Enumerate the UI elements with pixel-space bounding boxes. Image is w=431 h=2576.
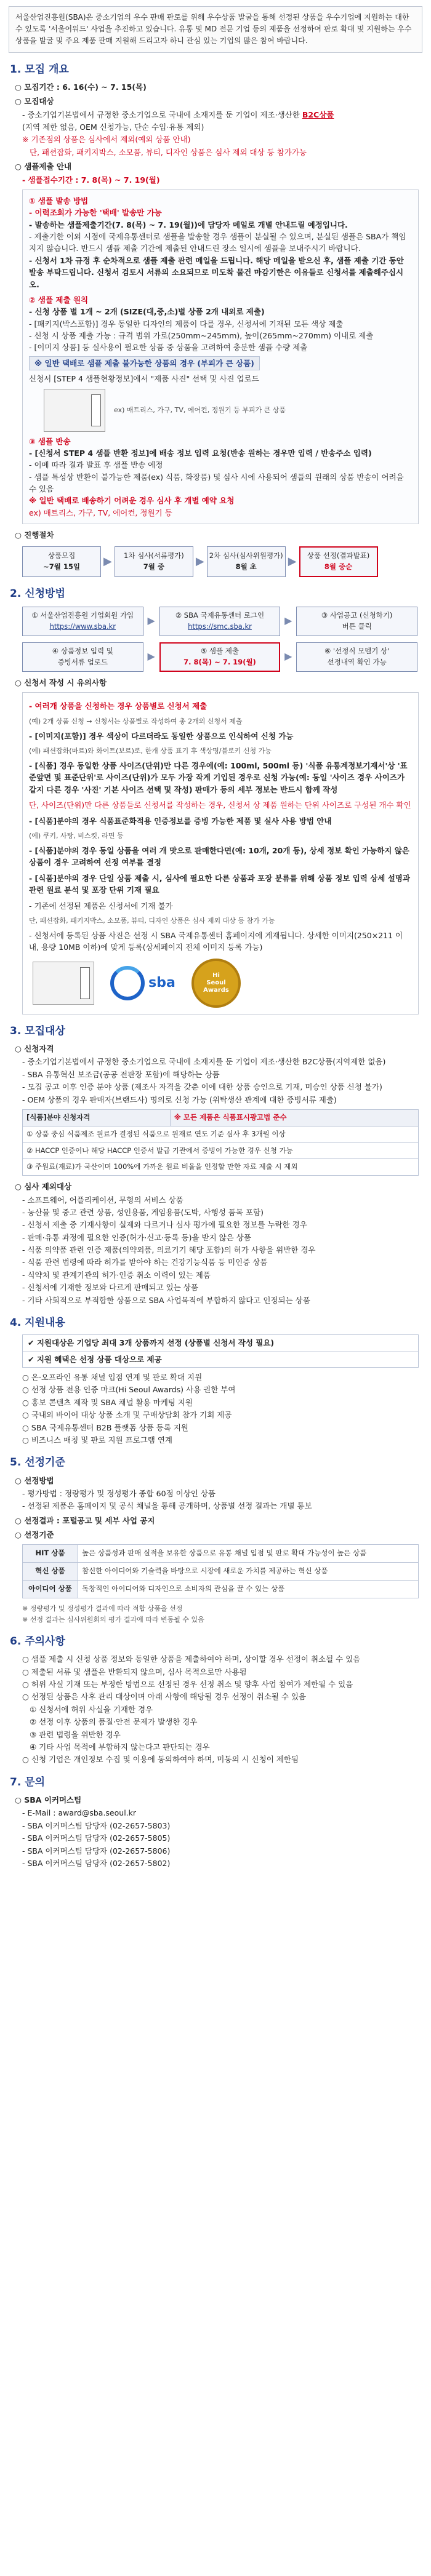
contact-line: - SBA 이커머스팀 담당자 (02-2657-5803) bbox=[22, 1820, 171, 1830]
criteria-key: 혁신 상품 bbox=[23, 1563, 78, 1581]
apply-note: - [이미지(포함)] 경우 색상이 다르더라도 동일한 상품으로 인식하여 신청 가능 bbox=[29, 731, 294, 741]
flow-step-3-date: 8월 초 bbox=[235, 562, 257, 571]
intro-box bbox=[9, 6, 422, 53]
sba-signup-link[interactable]: https://www.sba.kr bbox=[49, 621, 116, 631]
selection-method-1: - 평가방법 : 정량평가 및 정성평가 종합 60점 이상인 상품 bbox=[22, 1488, 216, 1498]
flow-step-1-date: ~7월 15일 bbox=[43, 562, 80, 571]
caution-item: ○ 신청 기업은 개인정보 수집 및 이용에 동의하여야 하며, 미동의 시 신청이 제한됨 bbox=[22, 1755, 299, 1765]
exclusion-item: - 판매·유통 과정에 필요한 인증(허가·신고·등록 등)을 받지 않은 상품 bbox=[22, 1232, 251, 1242]
exclusion-item: - 기타 사회적으로 부적합한 상품으로 SBA 사업목적에 부합하지 않다고 인정되는 상품 bbox=[22, 1295, 310, 1305]
sample-method-1: - 이력조회가 가능한 '택배' 발송만 가능 bbox=[29, 208, 162, 218]
exclusion-item: - 신청서 제출 중 기재사항이 실제와 다르거나 심사 평가에 필요한 정보를 누락한 경우 bbox=[22, 1220, 307, 1230]
process-flow bbox=[22, 546, 422, 577]
flow-arrow-icon: ▶ bbox=[288, 554, 297, 568]
product-example-caption: ex) 매트리스, 가구, TV, 에어컨, 정원기 등 부피가 큰 상품 bbox=[114, 406, 286, 414]
sample-return-4: ※ 일반 택배로 배송하기 어려운 경우 심사 후 개별 예약 요청 bbox=[29, 496, 235, 506]
apply-step-4 bbox=[22, 642, 143, 672]
eligibility-label: ○ 신청자격 bbox=[15, 1044, 54, 1054]
support-benefit: ○ 온·오프라인 유통 채널 입점 연계 및 판로 확대 지원 bbox=[22, 1373, 203, 1382]
selection-footnote: ※ 정량평가 및 정성평가 결과에 따라 적합 상품을 선정 bbox=[22, 1604, 183, 1613]
flow-step-2 bbox=[115, 546, 193, 577]
exclusion-item: - 농산물 및 중고 관련 상품, 성인용품, 게임용품(도박, 사행성 품목 포함) bbox=[22, 1207, 264, 1217]
apply-note: - [식품]분야의 경우 단일 상품 제출 시, 심사에 필요한 다른 상품과 포장 분류를 위해 상품 정보 입력 상세 설명과 관련 원료 분석 및 포장 단위 기재 필요 bbox=[29, 873, 410, 895]
flow-label: ○ 진행절차 bbox=[15, 530, 54, 540]
caution-subitem: ③ 관련 법령을 위반한 경우 bbox=[30, 1729, 121, 1739]
food-table-row: ② HACCP 인증이나 해당 HACCP 인증서 발급 기관에서 증빙이 가능한 경우 신청 가능 bbox=[23, 1142, 419, 1159]
step-arrow-icon: ▶ bbox=[284, 650, 292, 663]
food-table-head: [식품]분야 신청자격 bbox=[23, 1109, 171, 1126]
apply-note: - 신청서에 등록된 상품 사진은 선정 시 SBA 국제유통센터 홈페이지에 게재됩니다. 상세한 이미지(250×211 이내, 용량 10MB 이하)에 맞게 등록(상세페이지 전체 이미지 등록 가능) bbox=[29, 930, 403, 952]
caution-item: ○ 허위 사실 기재 또는 부정한 방법으로 선정된 경우 선정 취소 및 향후 사업 참여가 제한될 수 있음 bbox=[22, 1680, 353, 1689]
contact-line: - SBA 이커머스팀 담당자 (02-2657-5806) bbox=[22, 1846, 171, 1856]
apply-step-3-sub: 버튼 클릭 bbox=[342, 621, 372, 631]
recruit-target-note: ※ 기존점의 상품은 심사에서 제외(예외 상품 안내) bbox=[22, 135, 191, 145]
criteria-value: 독창적인 아이디어와 디자인으로 소비자의 관심을 끌 수 있는 상품 bbox=[78, 1581, 419, 1598]
sample-period: - 샘플접수기간 : 7. 8(목) ~ 7. 19(월) bbox=[22, 175, 160, 185]
exclusion-item: - 신청서에 기재한 정보와 다르게 판매되고 있는 상품 bbox=[22, 1283, 198, 1293]
eligibility-2: - SBA 유통혁신 보조금(공공 전판장 포함)에 해당하는 상품 bbox=[22, 1069, 220, 1079]
sba-logo-text: sba bbox=[148, 975, 175, 991]
apply-step-2 bbox=[159, 607, 281, 636]
sba-logo bbox=[109, 962, 177, 1005]
section-4-title: 4. 지원내용 bbox=[10, 1316, 65, 1329]
support-check: ✔ 지원대상은 기업당 최대 3개 상품까지 선정 (상품별 신청서 작성 필요) bbox=[23, 1335, 418, 1351]
sample-req-4: - [이미지 상품] 등 실사용이 필요한 상품 중 상품을 고려하여 충분한 샘플 수량 제출 bbox=[29, 343, 308, 353]
caution-subitem: ① 신청서에 허위 사실을 기재한 경우 bbox=[30, 1704, 153, 1714]
flow-arrow-icon: ▶ bbox=[195, 554, 204, 568]
award-text-3: Awards bbox=[203, 986, 229, 994]
support-benefit: ○ 홍보 콘텐츠 제작 및 SBA 채널 활용 마케팅 지원 bbox=[22, 1397, 193, 1407]
selection-footnote: ※ 선정 결과는 심사위원회의 평가 결과에 따라 변동될 수 있음 bbox=[22, 1615, 204, 1624]
flow-step-1-name: 상품모집 bbox=[47, 551, 76, 560]
apply-notes-box bbox=[22, 692, 419, 1014]
sample-return-3: - 샘플 특성상 반환이 불가능한 제품(ex) 식품, 화장품) 및 심사 시에 사용되어 샘플의 원래의 상품 반송이 어려울 수 있음 bbox=[29, 472, 404, 494]
sample-req-1: - 신청 상품 별 1개 ~ 2개 (SIZE(대,중,소)별 상품 2개 내외로 제출) bbox=[29, 307, 265, 317]
flow-step-2-name: 1차 심사(서류평가) bbox=[123, 551, 184, 560]
caution-subitem: ② 선정 이후 상품의 품질·안전 문제가 발생한 경우 bbox=[30, 1717, 198, 1727]
apply-step-4-sub: 증빙서류 업로드 bbox=[57, 657, 108, 666]
apply-note: 단, 패션잡화, 패키지박스, 소모품, 뷰티, 디자인 상품은 심사 제외 대상 등 참가 가능 bbox=[29, 916, 275, 925]
product-photo-example bbox=[44, 389, 105, 432]
contact-line: - SBA 이커머스팀 담당자 (02-2657-5802) bbox=[22, 1858, 171, 1868]
apply-step-5-label: ⑤ 샘플 제출 bbox=[200, 647, 240, 656]
contact-line: - SBA 이커머스팀 담당자 (02-2657-5805) bbox=[22, 1833, 171, 1843]
exclusion-item: - 식약처 및 관계기관의 허가·인증 취소 이력이 있는 제품 bbox=[22, 1270, 211, 1280]
exclusion-item: - 소프트웨어, 어플리케이션, 무형의 서비스 상품 bbox=[22, 1195, 183, 1205]
sample-return-5: ex) 매트리스, 가구, TV, 에어컨, 정원기 등 bbox=[29, 508, 172, 517]
apply-note: 단, 사이즈(단위)만 다른 상품들로 신청서를 작성하는 경우, 신청서 상 제품 원하는 단위 사이즈로 구성된 개수 확인 bbox=[29, 800, 411, 810]
criteria-row bbox=[23, 1581, 419, 1598]
section-1-title: 1. 모집 개요 bbox=[10, 63, 69, 76]
brand-badges bbox=[33, 959, 412, 1008]
flow-step-4-date: 8월 중순 bbox=[324, 562, 353, 571]
apply-step-3-label: ③ 사업공고 (신청하기) bbox=[321, 611, 393, 620]
sample-guide-box bbox=[22, 189, 419, 524]
selection-criteria-table bbox=[22, 1544, 419, 1598]
apply-step-3 bbox=[296, 607, 417, 636]
apply-note: - 여러개 상품을 신청하는 경우 상품별로 신청서 제출 bbox=[29, 701, 207, 711]
exclusion-label: ○ 심사 제외대상 bbox=[15, 1182, 72, 1192]
product-photo-shape bbox=[80, 967, 90, 999]
caution-item: ○ 샘플 제출 시 신청 상품 정보와 동일한 상품을 제출하여야 하며, 상이할 경우 선정이 취소될 수 있음 bbox=[22, 1654, 361, 1664]
apply-note: - [식품] 경우 동일한 상품 사이즈(단위)만 다른 경우에(예: 100ml, 500ml 등) '식품 유통계정보기재서'상 '표준앞면 및 표준단위'로 사이즈(단위)가 모두 가장 작게 기입된 경우로 신청 가능(예: 동일 '사이즈 경우 사이즈가 같지 다른 경우 '사진' 기본 사이즈 선택 및 작성) 판매가 등의 세부 정보는 반드시 함께 작성 bbox=[29, 761, 408, 794]
apply-step-2-label: ② SBA 국제유통센터 로그인 bbox=[175, 611, 265, 620]
sba-logo-mark bbox=[110, 966, 145, 1000]
criteria-row bbox=[23, 1563, 419, 1581]
contact-email[interactable]: - E-Mail : award@sba.seoul.kr bbox=[22, 1808, 137, 1818]
flow-step-4 bbox=[299, 546, 378, 577]
support-checklist bbox=[22, 1334, 419, 1368]
sample-method-head: ① 샘플 발송 방법 bbox=[29, 196, 89, 205]
sample-req-2: - [패키지(박스포함)] 경우 동일한 디자인의 제품이 다를 경우, 신청서에 기재된 모든 색상 제출 bbox=[29, 319, 344, 329]
section-5-title: 5. 선정기준 bbox=[10, 1456, 65, 1469]
step-arrow-icon: ▶ bbox=[284, 615, 292, 627]
flow-step-1 bbox=[22, 546, 101, 577]
apply-step-5-date: 7. 8(목) ~ 7. 19(월) bbox=[183, 657, 256, 666]
exclusion-item: - 식품 의약품 관련 인증 제품(의약외품, 의료기기 해당 포함)의 허가 사항을 위반한 경우 bbox=[22, 1245, 316, 1255]
support-benefit: ○ 선정 상품 전용 인증 마크(Hi Seoul Awards) 사용 권한 부여 bbox=[22, 1385, 236, 1395]
recruit-target-1 bbox=[22, 109, 422, 121]
product-example-row bbox=[44, 389, 412, 432]
sample-return-head: ③ 샘플 반송 bbox=[29, 436, 71, 446]
section-3-title: 3. 모집대상 bbox=[10, 1024, 65, 1037]
flow-step-2-date: 7월 중 bbox=[143, 562, 164, 571]
hi-seoul-awards-badge bbox=[191, 959, 241, 1008]
apply-step-5 bbox=[159, 642, 281, 672]
smc-login-link[interactable]: https://smc.sba.kr bbox=[188, 621, 252, 631]
apply-note: - [식품]분야의 경우 식품표준화적용 인증정보를 증빙 가능한 제품 및 실사 사용 방법 안내 bbox=[29, 816, 332, 826]
caution-subitem: ④ 기타 사업 목적에 부합하지 않는다고 판단되는 경우 bbox=[30, 1742, 210, 1752]
sample-req-head: ② 샘플 제출 원칙 bbox=[29, 295, 89, 305]
flow-step-3-name: 2차 심사(심사위원평가) bbox=[209, 551, 283, 560]
apply-notes-label: ○ 신청서 작성 시 유의사항 bbox=[15, 677, 107, 687]
apply-note: (예) 쿠키, 사탕, 비스킷, 라면 등 bbox=[29, 831, 124, 840]
flow-step-4-name: 상품 선정(결과발표) bbox=[307, 551, 370, 560]
eligibility-3: - 모집 공고 이후 인증 분야 상품 (제조사 자격을 갖춘 이에 대한 상품 승인으로 기재, 미승인 상품 신청 불가) bbox=[22, 1082, 382, 1092]
caution-item: ○ 제출된 서류 및 샘플은 반환되지 않으며, 심사 목적으로만 사용됨 bbox=[22, 1667, 247, 1677]
intro-text: 서울산업진흥원(SBA)은 중소기업의 우수 판매 판로를 위해 우수상품 발굴을 통해 선정된 상품을 우수기업에 지원하는 대한 수 있도록 '서울어워드' 사업을 추진하고 있습니다. 유통 및 MD 전문 기업 등의 제품을 선정하여 판로 확대 및 지원하는 우수 상품을 발굴 및 주요 제품 판매 지원해 드리고자 하니 관심 있는 기업의 많은 참여 바랍니다. bbox=[15, 13, 412, 46]
exclusion-item: - 식품 관련 법령에 따라 허가를 받아야 하는 건강기능식품 등 미인증 상품 bbox=[22, 1258, 268, 1267]
selection-criteria-label: ○ 선정기준 bbox=[15, 1530, 54, 1540]
recruit-target-note-2: 단, 패션잡화, 패키지박스, 소모품, 뷰티, 디자인 상품은 심사 제외 대상 등 참가가능 bbox=[30, 147, 307, 157]
recruit-period: ○ 모집기간 : 6. 16(수) ~ 7. 15(목) bbox=[15, 82, 147, 92]
recruit-target-2: (지역 제한 없음, OEM 신청가능, 단순 수입·유통 제외) bbox=[22, 122, 204, 132]
sample-method-2: - 발송하는 샘플제출기간(7. 8(목) ~ 7. 19(월))에 담당자 메일로 개별 안내드릴 예정입니다. bbox=[29, 220, 348, 229]
support-check: ✔ 지원 혜택은 선정 상품 대상으로 제공 bbox=[28, 1354, 162, 1364]
sample-method-4: - 신청서 1차 규정 후 순차적으로 샘플 제출 관련 메일을 드립니다. 해당 메일을 받으신 후, 샘플 제출 기간 동안 발송 부탁드립니다. 신청서 검토시 서류의 소요되므로 미도착 물건 마감기한은 이유들로 신청서를 제출해주십시오. bbox=[29, 255, 404, 289]
step-arrow-icon: ▶ bbox=[147, 615, 155, 627]
caution-item: ○ 선정된 상품은 사후 관리 대상이며 아래 사항에 해당될 경우 선정이 취소될 수 있음 bbox=[22, 1692, 307, 1702]
support-benefit: ○ SBA 국제유통센터 B2B 플랫폼 상품 등록 지원 bbox=[22, 1422, 189, 1432]
support-benefit: ○ 비즈니스 매칭 및 판로 지원 프로그램 연계 bbox=[22, 1435, 172, 1445]
apply-note: - 기존에 선정된 제품은 신청서에 기재 불가 bbox=[29, 901, 173, 911]
step-arrow-icon: ▶ bbox=[147, 650, 155, 663]
apply-note: - [식품]분야의 경우 동일 상품을 여러 개 맛으로 판매한다면(예: 10개, 20개 등), 상세 정보 확인 가능하지 않은 상품이 경우 고려하여 선정 여부를 결정 bbox=[29, 846, 409, 867]
eligibility-4: - OEM 상품의 경우 판매자(브랜드사) 명의로 신청 가능 (위탁생산 관계에 대한 증빙서류 제출) bbox=[22, 1095, 337, 1104]
eligibility-1: - 중소기업기본법에서 규정한 중소기업으로 국내에 소재지를 둔 기업이 제조·생산한 B2C상품(지역제한 없음) bbox=[22, 1057, 386, 1067]
section-7-title: 7. 문의 bbox=[10, 1776, 46, 1788]
apply-note: (예) 2개 상품 신청 → 신청서는 상품별로 작성하여 총 2개의 신청서 제출 bbox=[29, 717, 243, 725]
flow-step-3 bbox=[207, 546, 286, 577]
criteria-key: HIT 상품 bbox=[23, 1545, 78, 1563]
apply-step-6-sub: 선정내역 확인 가능 bbox=[327, 657, 387, 666]
criteria-value: 참신한 아이디어와 기술력을 바탕으로 시장에 새로운 가치를 제공하는 혁신 상품 bbox=[78, 1563, 419, 1581]
apply-steps-grid bbox=[22, 607, 417, 672]
sample-req-3: - 신청 시 상품 제출 가능 : 규격 범위 가로(250mm~245mm), 높이(265mm~270mm) 이내로 제출 bbox=[29, 331, 374, 341]
apply-note: (예) 패션잡화(마르)와 화이트(보르)로, 한개 상품 표기 후 색상명/블로키 신청 가능 bbox=[29, 747, 272, 756]
criteria-row bbox=[23, 1545, 419, 1563]
section-2-title: 2. 신청방법 bbox=[10, 587, 65, 600]
apply-step-6 bbox=[296, 642, 417, 672]
sample-req-note: ※ 일반 택배로 샘플 제출 불가능한 상품의 경우 (부피가 큰 상품) bbox=[29, 356, 260, 370]
selection-result-label: ○ 선정결과 : 포털공고 및 세부 사업 공지 bbox=[15, 1515, 155, 1525]
sample-return-2: - 이메 따라 결과 발표 후 샘플 반송 예정 bbox=[29, 460, 163, 470]
award-text-1: Hi bbox=[212, 971, 220, 979]
recruit-target-label: ○ 모집대상 bbox=[15, 97, 54, 106]
flow-arrow-icon: ▶ bbox=[103, 554, 112, 568]
food-eligibility-table bbox=[22, 1109, 419, 1176]
product-photo-shape bbox=[91, 394, 101, 426]
food-table-row: ③ 주원료(재료)가 국산이며 100%에 가까운 원료 비율을 인정할 만한 자료 제출 시 제외 bbox=[23, 1159, 419, 1176]
recruit-target-1-text: - 중소기업기본법에서 규정한 중소기업으로 국내에 소재지를 둔 기업이 제조·생산한 bbox=[22, 110, 300, 119]
apply-step-1 bbox=[22, 607, 143, 636]
product-photo-example bbox=[33, 962, 94, 1005]
sample-return-1: - [신청서 STEP 4 샘플 반환 정보]에 배송 정보 입력 요청(반송 원하는 경우만 입력 / 반송주소 입력) bbox=[29, 448, 372, 458]
section-6-title: 6. 주의사항 bbox=[10, 1635, 65, 1648]
sample-method-3: - 제출기한 이외 시점에 국제유통센터로 샘플을 발송할 경우 샘플이 분실될 수 있으며, 분실된 샘플은 SBA가 책임지지 않습니다. 반드시 샘플 제출 기간에 제출된 안내드린 장소 일시에 샘플을 보내주시기 바랍니다. bbox=[29, 232, 406, 253]
apply-step-1-label: ① 서울산업진흥원 기업회원 가입 bbox=[31, 611, 134, 620]
criteria-key: 아이디어 상품 bbox=[23, 1581, 78, 1598]
sample-req-note-2: 신청서 [STEP 4 샘플현황정보]에서 "제품 사진" 선택 및 사진 업로드 bbox=[29, 374, 259, 384]
apply-step-6-label: ⑥ '선정식 모델기 상' bbox=[324, 647, 390, 656]
award-text-2: Seoul bbox=[206, 979, 226, 986]
criteria-value: 높은 상품성과 판매 실적을 보유한 상품으로 유통 채널 입점 및 판로 확대 가능성이 높은 상품 bbox=[78, 1545, 419, 1563]
apply-step-4-label: ④ 상품정보 입력 및 bbox=[52, 647, 113, 656]
food-table-head-note: ※ 모든 제품은 식품표시광고법 준수 bbox=[170, 1109, 418, 1126]
contact-org: ○ SBA 이커머스팀 bbox=[15, 1795, 82, 1805]
selection-method-2: - 선정된 제품은 홈페이지 및 공식 채널을 통해 공개하며, 상품별 선정 결과는 개별 통보 bbox=[22, 1501, 312, 1511]
b2c-highlight: B2C상품 bbox=[302, 110, 334, 119]
selection-method-label: ○ 선정방법 bbox=[15, 1475, 54, 1485]
food-table-row: ① 상품 중심 식품제조 원료가 결정된 식품으로 원재료 연도 기준 심사 후 3개월 이상 bbox=[23, 1126, 419, 1142]
sample-guide-label: ○ 샘플제출 안내 bbox=[15, 162, 72, 172]
support-benefit: ○ 국내외 바이어 대상 상품 소개 및 구매상담회 참가 기회 제공 bbox=[22, 1410, 232, 1420]
